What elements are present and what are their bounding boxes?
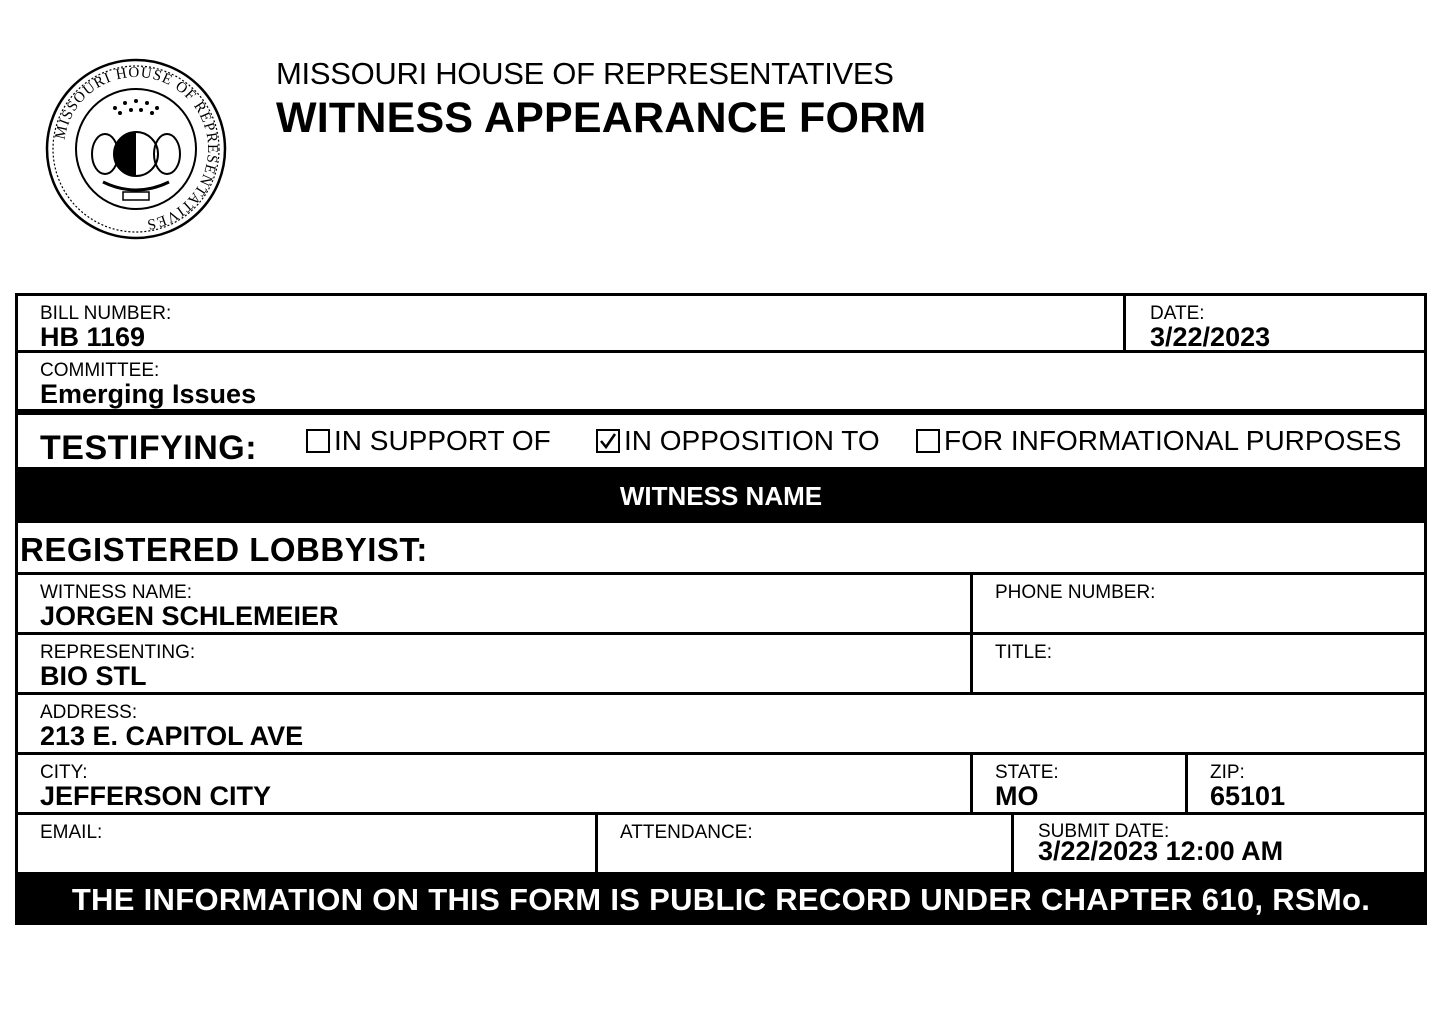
state-label: STATE: [995, 762, 1059, 783]
submit-date-value: 3/22/2023 12:00 AM [1038, 836, 1284, 866]
opposition-label: IN OPPOSITION TO [624, 425, 880, 456]
opposition-checkbox[interactable] [596, 429, 620, 453]
city-row [15, 755, 1427, 815]
representing-label: REPRESENTING: [40, 642, 196, 663]
seal-text: MISSOURI HOUSE OF REPRESENTATIVES [52, 64, 221, 233]
org-name: MISSOURI HOUSE OF REPRESENTATIVES [276, 56, 894, 91]
witness-name-field [18, 575, 970, 632]
email-field [18, 815, 595, 872]
attendance-field [595, 815, 1011, 872]
city-label: CITY: [40, 762, 88, 783]
date-value: 3/22/2023 [1150, 322, 1271, 352]
phone-label: PHONE NUMBER: [995, 582, 1156, 603]
submit-date-field [1011, 815, 1424, 872]
title-field [970, 635, 1424, 692]
submit-date-label: SUBMIT DATE: [1038, 821, 1170, 842]
committee-value: Emerging Issues [40, 379, 257, 409]
witness-name-label: WITNESS NAME: [40, 582, 193, 603]
address-value: 213 E. CAPITOL AVE [40, 721, 304, 751]
date-field [1123, 296, 1424, 350]
option-opposition[interactable] [596, 425, 880, 457]
checkmark-icon [598, 431, 618, 451]
form-title: WITNESS APPEARANCE FORM [276, 94, 927, 142]
date-label: DATE: [1150, 303, 1205, 324]
committee-label: COMMITTEE: [40, 360, 160, 381]
lobbyist-row [15, 523, 1427, 575]
representing-value: BIO STL [40, 661, 147, 691]
registered-lobbyist-label: REGISTERED LOBBYIST: [20, 531, 428, 568]
option-support[interactable] [306, 425, 551, 457]
informational-label: FOR INFORMATIONAL PURPOSES [944, 425, 1402, 456]
bill-row [15, 293, 1427, 353]
state-value: MO [995, 781, 1039, 811]
bill-number-field [18, 296, 1123, 350]
representing-row [15, 635, 1427, 695]
witness-row [15, 575, 1427, 635]
city-value: JEFFERSON CITY [40, 781, 272, 811]
witness-name-value: JORGEN SCHLEMEIER [40, 601, 339, 631]
committee-row [15, 353, 1427, 412]
informational-checkbox[interactable] [916, 429, 940, 453]
bill-number-value: HB 1169 [40, 322, 146, 352]
testifying-row [15, 412, 1427, 470]
city-field [18, 755, 970, 812]
option-informational[interactable] [916, 425, 1401, 457]
zip-label: ZIP: [1210, 762, 1245, 783]
support-checkbox[interactable] [306, 429, 330, 453]
zip-value: 65101 [1210, 781, 1286, 811]
support-label: IN SUPPORT OF [334, 425, 551, 456]
address-row [15, 695, 1427, 755]
witness-name-header: WITNESS NAME [15, 470, 1427, 523]
representing-field [18, 635, 970, 692]
zip-field [1185, 755, 1424, 812]
bill-number-label: BILL NUMBER: [40, 303, 172, 324]
witness-form [15, 293, 1427, 925]
email-row [15, 815, 1427, 875]
address-label: ADDRESS: [40, 702, 138, 723]
title-label: TITLE: [995, 642, 1053, 663]
email-label: EMAIL: [40, 822, 103, 843]
public-record-notice: THE INFORMATION ON THIS FORM IS PUBLIC RECORD UNDER CHAPTER 610, RSMo. [15, 875, 1427, 925]
house-seal-icon [45, 58, 227, 240]
attendance-label: ATTENDANCE: [620, 822, 753, 843]
state-field [970, 755, 1185, 812]
phone-field [970, 575, 1424, 632]
testifying-label: TESTIFYING: [40, 429, 258, 467]
